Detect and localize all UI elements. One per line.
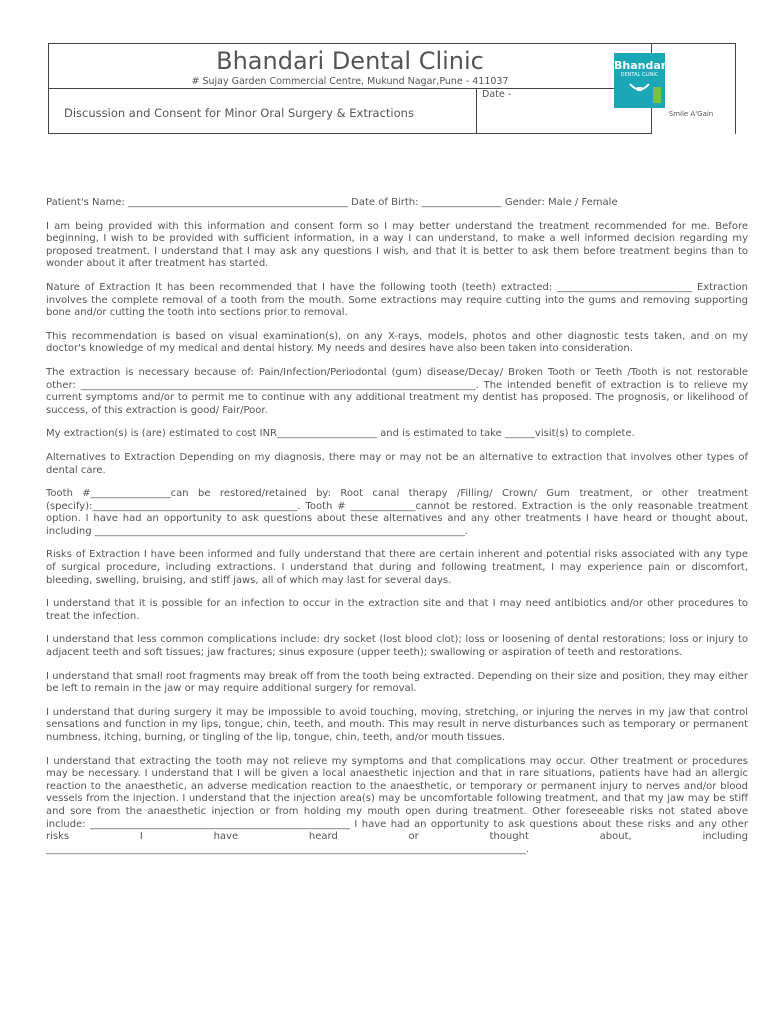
paragraph-necessity: The extraction is necessary because of: Pain/Infection/Periodontal (gum) disease/Decay/ Broken Tooth or Teeth /Tooth is not restorable other: _______________________________________________________________________________. The intended benefit of extraction is to relieve my current symptoms and/or to permit me to continue with any additional treatment my dentist has proposed. The prognosis, or likelihood of success, of this extraction is good/ Fair/Poor.	[46, 366, 748, 416]
logo-name: Bhandari	[614, 59, 670, 72]
clinic-logo	[614, 53, 670, 108]
logo-tagline: Smile A'Gain	[668, 110, 714, 118]
paragraph-nerves: I understand that during surgery it may be impossible to avoid touching, moving, stretching, or injuring the nerves in my jaw that control sensations and function in my lips, tongue, chin, teeth, and mouth. This may result in nerve disturbances such as temporary or permanent numbness, itching, burning, or tingling of the lip, tongue, chin, teeth, and/or mouth tissues.	[46, 706, 748, 743]
form-title: Discussion and Consent for Minor Oral Surgery & Extractions	[64, 106, 414, 120]
paragraph-risks: Risks of Extraction I have been informed and fully understand that there are certain inherent and potential risks associated with any type of surgical procedure, including extractions. I understand that during and following treatment, I may experience pain or discomfort, bleeding, swelling, bruising, and stiff jaws, all of which may last for several days.	[46, 549, 748, 586]
paragraph-anaesthetic: I understand that extracting the tooth may not relieve my symptoms and that complications may occur. Other treatment or procedures may be necessary. I understand that I will be given a local anaesthetic injection and that in rare situations, patients have had an allergic reaction to the anaesthetic, an adverse medication reaction to the anaesthetic, or temporary or permanent injury to nerves and/or blood vessels from the injection. I understand that the injection area(s) may be uncomfortable following treatment, and that my jaw may be stiff and sore from the anaesthetic injection or from holding my mouth open during treatment. Other foreseeable risks not stated above include: ____________________________________________________ I have had an opportunity to ask questions about these risks and any other risks I have heard or thought about, including ________________________________________________________________________________________________.	[46, 755, 748, 855]
paragraph-root-fragments: I understand that small root fragments may break off from the tooth being extracted. Depending on their size and position, they may either be left to remain in the jaw or may require additional surgery for removal.	[46, 670, 748, 695]
paragraph-recommendation-basis: This recommendation is based on visual examination(s), on any X-rays, models, photos and other diagnostic tests taken, and on my doctor's knowledge of my medical and dental history. My needs and desires have also been taken into consideration.	[46, 330, 748, 355]
clinic-address: # Sujay Garden Commercial Centre, Mukund Nagar,Pune - 411037	[191, 76, 509, 87]
paragraph-complications: I understand that less common complications include: dry socket (lost blood clot); loss or loosening of dental restorations; loss or injury to adjacent teeth and soft tissues; jaw fractures; sinus exposure (upper teeth); swallowing or aspiration of teeth and restorations.	[46, 634, 748, 659]
paragraph-intro: I am being provided with this information and consent form so I may better understand the treatment recommended for me. Before beginning, I wish to be provided with sufficient information, in a way I can understand, to make a well informed decision regarding my proposed treatment. I understand that I may ask any questions I wish, and that it is better to ask them before treatment begins than to wonder about it after treatment has started.	[46, 220, 748, 270]
smile-icon	[628, 81, 651, 95]
paragraph-alternatives: Alternatives to Extraction Depending on my diagnosis, there may or may not be an alternative to extraction that involves other types of dental care.	[46, 451, 748, 476]
date-cell-divider	[476, 88, 477, 134]
paragraph-tooth-restoration: Tooth #________________can be restored/retained by: Root canal therapy /Filling/ Crown/ Gum treatment, or other treatment (specify):_________________________________________. Tooth # _____________cannot be restored. Extraction is the only reasonable treatment option. I have had an opportunity to ask questions about these alternatives and any other treatments I have heard or thought about, including __________________________________________________________________________.	[46, 488, 748, 537]
logo-subtitle: DENTAL CLINIC	[620, 72, 659, 78]
logo-accent	[653, 87, 661, 103]
clinic-name: Bhandari Dental Clinic	[216, 47, 484, 75]
paragraph-infection: I understand that it is possible for an infection to occur in the extraction site and that I may need antibiotics and/or other procedures to treat the infection.	[46, 598, 748, 622]
paragraph-cost: My extraction(s) is (are) estimated to cost INR____________________ and is estimated to take ______visit(s) to complete.	[46, 428, 635, 440]
patient-info-line: Patient's Name: ____________________________________________ Date of Birth: ________________ Gender: Male / Female	[46, 197, 618, 208]
consent-body	[46, 197, 748, 856]
paragraph-nature-of-extraction: Nature of Extraction It has been recommended that I have the following tooth (teeth) extracted: ___________________________ Extraction involves the complete removal of a tooth from the mouth. Some extractions may require cutting into the gums and removing supporting bone and/or cutting the tooth into sections prior to removal.	[46, 281, 748, 319]
header-divider	[48, 88, 652, 89]
date-label: Date -	[482, 89, 512, 100]
